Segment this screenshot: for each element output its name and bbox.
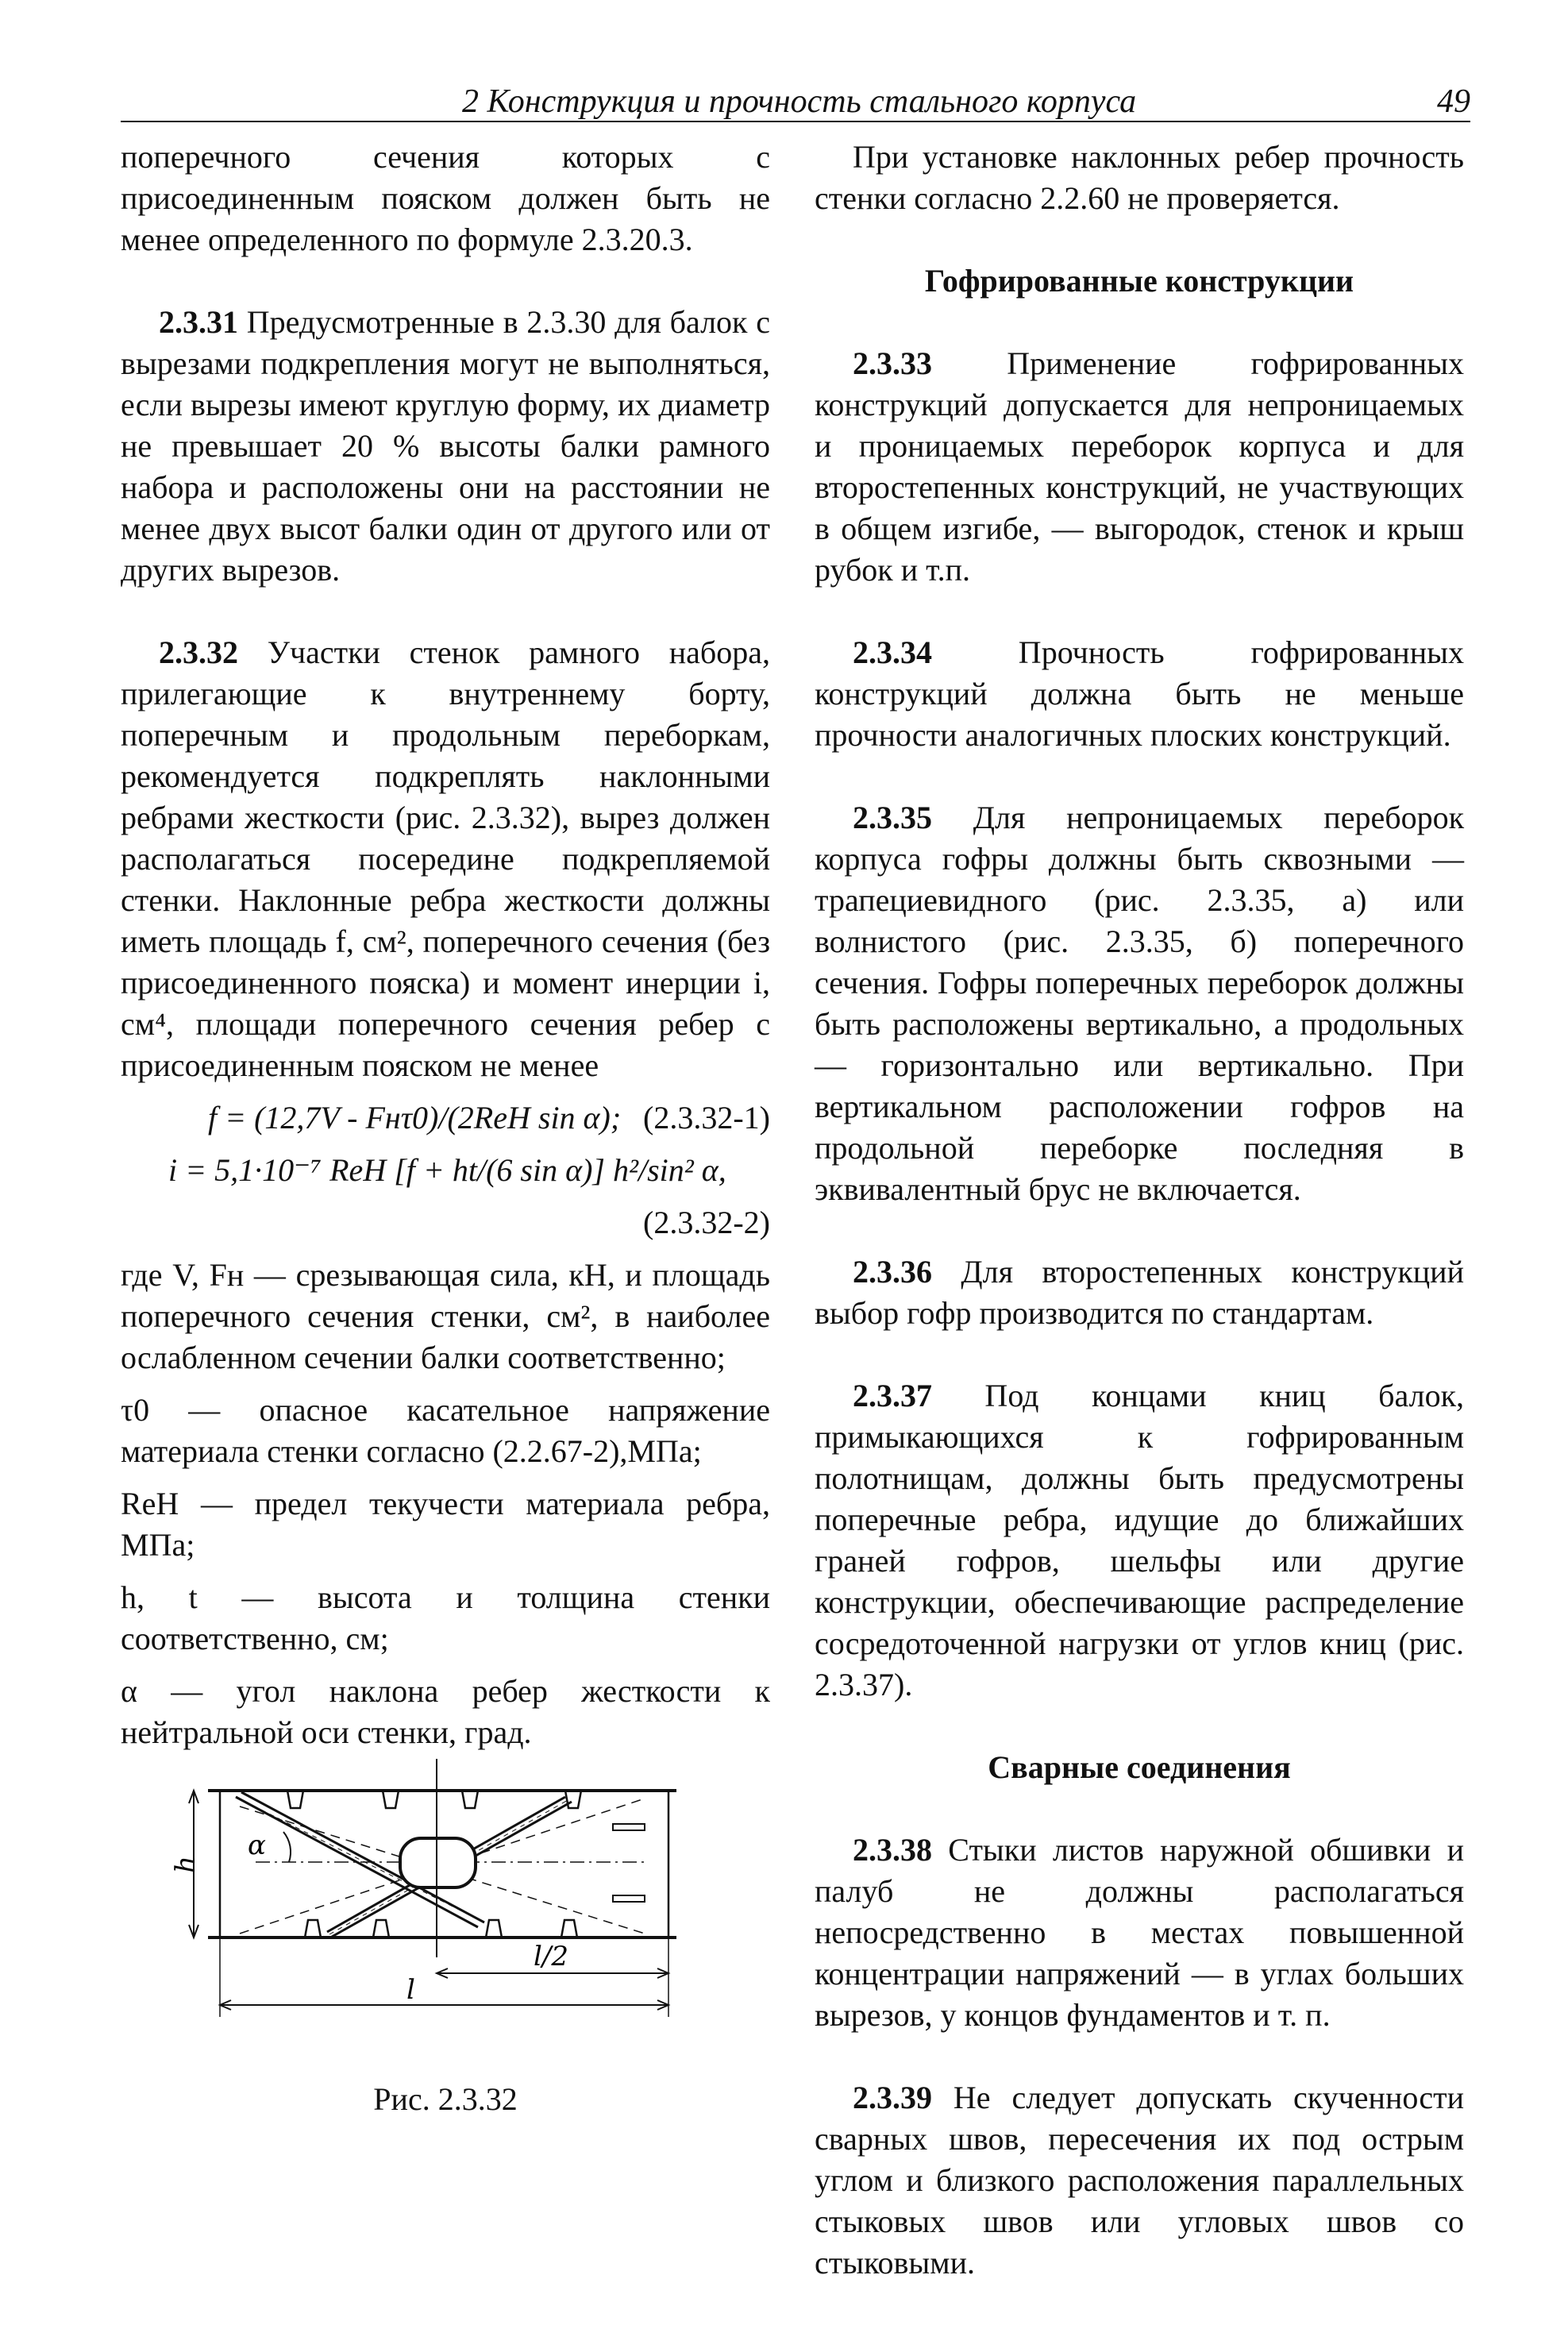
figure-2-3-32 <box>121 1743 770 2061</box>
paragraph-2-3-32 <box>121 632 770 1086</box>
length-label: l <box>406 1974 415 2006</box>
bracket-top-4 <box>565 1791 581 1808</box>
web-stiffener-drawing <box>121 1743 770 2061</box>
section-number: 2.3.36 <box>853 1254 932 1290</box>
paragraph-text: Применение гофрированных конструкций допускается для непроницаемых и проницаемых переборок корпуса и для второстепенных конструкций, не участвующих в общем изгибе, — выгородок, стенок и крыш рубок и т.п. <box>815 345 1464 588</box>
paragraph-text: Для непроницаемых переборок корпуса гофры должны быть сквозными — трапециевидного (рис. 2.3.35, а) или волнистого (рис. 2.3.35, б) поперечного сечения. Гофры поперечных переборок должны быть расположены вертикально, а продольных — горизонтально или вертикально. При вертикальном расположении гофров на продольной переборке последняя в эквивалентный брус не включается. <box>815 800 1464 1207</box>
section-number: 2.3.35 <box>853 800 932 835</box>
paragraph-text: Предусмотренные в 2.3.30 для балок с вырезами подкрепления могут не выполняться, если вырезы имеют круглую форму, их диаметр не превышает 20 % высоты балки рамного набора и расположены они на расстоянии не менее двух высот балки один от другого или от других вырезов. <box>121 304 770 588</box>
section-number: 2.3.33 <box>853 345 932 381</box>
paragraph-2-3-34 <box>815 632 1464 756</box>
section-number: 2.3.34 <box>853 634 932 670</box>
formula-expression: i = 5,1·10⁻⁷ ReH [f + ht/(6 sin α)] h²/sin² α, <box>168 1152 726 1188</box>
bracket-bottom-2 <box>373 1920 389 1938</box>
section-number: 2.3.37 <box>853 1378 932 1413</box>
formula-number: (2.3.32-1) <box>643 1100 770 1136</box>
bracket-bottom-1 <box>305 1920 321 1938</box>
paragraph-2-3-33 <box>815 343 1464 591</box>
paragraph-text: Под концами книц балок, примыкающихся к гофрированным полотнищам, должны быть предусмотрены поперечные ребра, идущие до ближайших граней гофров, шельфы или другие конструкции, обеспечивающие распределение сосредоточенной нагрузки от углов книц (рис. 2.3.37). <box>815 1378 1464 1702</box>
left-column <box>121 137 770 1764</box>
paragraph-2-3-35 <box>815 797 1464 1210</box>
side-flange-2 <box>613 1895 645 1902</box>
right-column <box>815 137 1464 2325</box>
paragraph-continuation-right: При установке наклонных ребер прочность стенки согласно 2.2.60 не проверяется. <box>815 139 1464 216</box>
bracket-top-2 <box>383 1791 399 1808</box>
paragraph-text: Не следует допускать скученности сварных швов, пересечения их под острым углом и близкого расположения параллельных стыковых швов или угловых швов со стыковыми. <box>815 2080 1464 2281</box>
formula-expression: f = (12,7V - Fнτ0)/(2ReH sin α); <box>208 1100 622 1136</box>
formula-2-3-32-1 <box>121 1097 770 1139</box>
formula-number: (2.3.32-2) <box>643 1205 770 1240</box>
paragraph-text: Участки стенок рамного набора, прилегающие к внутреннему борту, поперечным и продольным переборкам, рекомендуется подкреплять наклонными ребрами жесткости (рис. 2.3.32), вырез должен располагаться посередине подкрепляемой стенки. Наклонные ребра жесткости должны иметь площадь f, см², поперечного сечения (без присоединенного пояска) и момент инерции i, см⁴, площади поперечного сечения ребер с присоединенным пояском не менее <box>121 634 770 1083</box>
header-title: 2 Конструкция и прочность стального корпуса <box>462 83 1137 120</box>
page-number: 49 <box>1437 83 1470 120</box>
bracket-top-3 <box>462 1791 478 1808</box>
lightening-hole <box>400 1838 476 1887</box>
definition-alpha: α — угол наклона ребер жесткости к нейтральной оси стенки, град. <box>121 1673 770 1750</box>
paragraph-text: Прочность гофрированных конструкций должна быть не меньше прочности аналогичных плоских конструкций. <box>815 634 1464 753</box>
heading-welded-joints: Сварные соединения <box>988 1749 1291 1785</box>
paragraph-2-3-36 <box>815 1251 1464 1334</box>
running-header <box>121 76 1470 122</box>
paragraph-2-3-31 <box>121 302 770 591</box>
definition-h-t: h, t — высота и толщина стенки соответственно, см; <box>121 1579 770 1656</box>
h-label: h <box>170 1856 202 1873</box>
paragraph-2-3-39 <box>815 2077 1464 2284</box>
side-flange-1 <box>613 1824 645 1830</box>
definition-reh: ReH — предел текучести материала ребра, МПа; <box>121 1486 770 1563</box>
paragraph-text: Для второстепенных конструкций выбор гофр производится по стандартам. <box>815 1254 1464 1331</box>
paragraph-2-3-37 <box>815 1375 1464 1706</box>
definition-tau: τ0 — опасное касательное напряжение материала стенки согласно (2.2.67-2),МПа; <box>121 1392 770 1469</box>
alpha-arc <box>283 1832 291 1862</box>
section-number: 2.3.39 <box>853 2080 932 2115</box>
section-number: 2.3.38 <box>853 1832 932 1868</box>
heading-corrugated: Гофрированные конструкции <box>924 263 1354 299</box>
paragraph-text: Стыки листов наружной обшивки и палуб не должны располагаться непосредственно в местах повышенной концентрации напряжений — в углах больших вырезов, у концов фундаментов и т. п. <box>815 1832 1464 2033</box>
section-number: 2.3.32 <box>159 634 238 670</box>
formula-number-row <box>121 1202 770 1243</box>
paragraph-continuation: поперечного сечения которых с присоединенным пояском должен быть не менее определенного по формуле 2.3.20.3. <box>121 139 770 257</box>
paragraph-2-3-38 <box>815 1830 1464 2036</box>
section-number: 2.3.31 <box>159 304 238 340</box>
figure-caption: Рис. 2.3.32 <box>373 2081 518 2117</box>
bracket-top-1 <box>287 1791 303 1808</box>
half-length-label: l/2 <box>534 1941 568 1972</box>
definition-v-f: где V, Fн — срезывающая сила, кН, и площадь поперечного сечения стенки, см², в наиболее ослабленном сечении балки соответственно; <box>121 1257 770 1375</box>
bracket-bottom-4 <box>561 1920 577 1938</box>
formula-2-3-32-2 <box>121 1150 770 1191</box>
alpha-label: α <box>248 1830 266 1861</box>
bracket-bottom-3 <box>486 1920 502 1938</box>
